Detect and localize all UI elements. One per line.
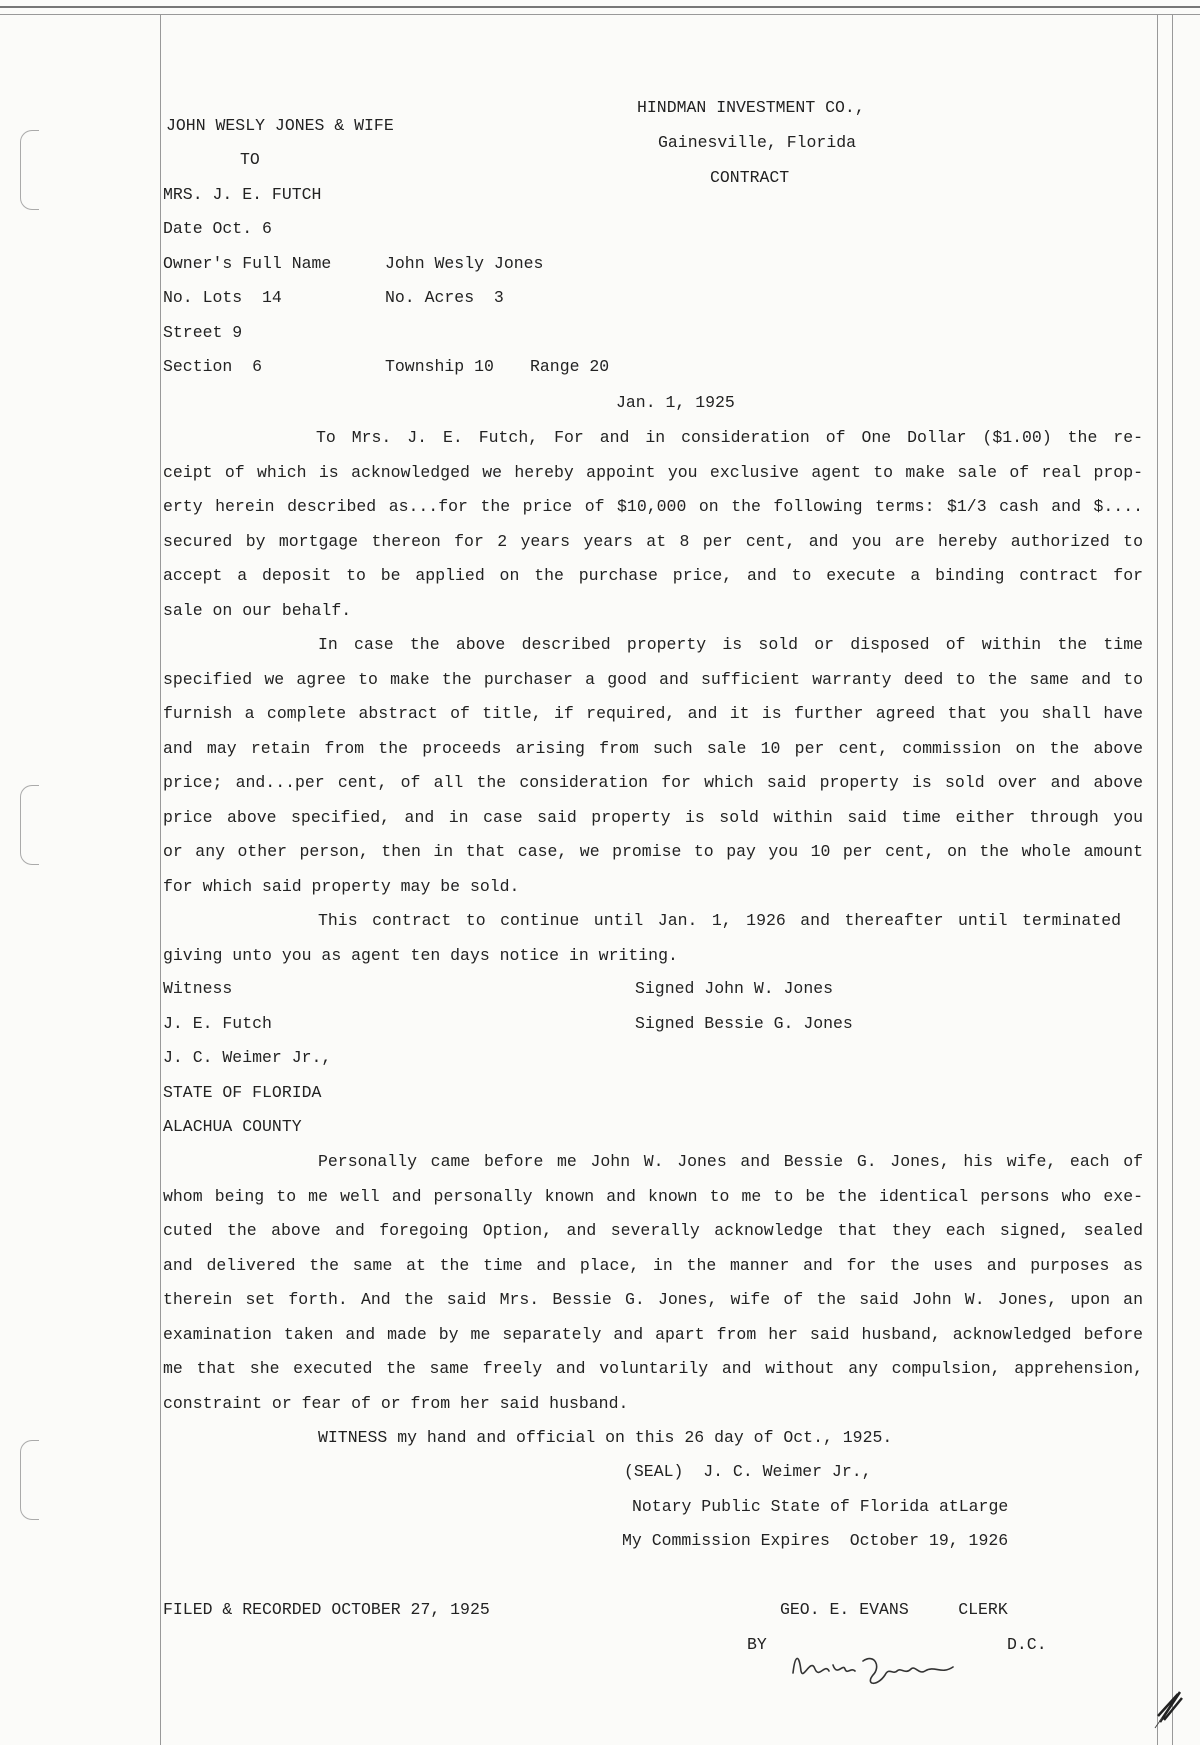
grantee: MRS. J. E. FUTCH	[163, 185, 322, 204]
acres-field: No. Acres 3	[385, 288, 504, 307]
right-edge-line	[1172, 14, 1173, 1745]
text-line: therein set forth. And the said Mrs. Bessie G. Jones, wife of the said John W. Jones, upon an	[163, 1290, 1143, 1309]
owner-value: John Wesly Jones	[385, 254, 544, 273]
company-city: Gainesville, Florida	[658, 133, 857, 152]
to-label: TO	[240, 150, 260, 169]
text-line: sale on our behalf.	[163, 600, 352, 620]
text-line: accept a deposit to be applied on the purchase price, and to execute a binding contract for	[163, 566, 1143, 585]
attestation: WITNESS my hand and official on this 26 day of Oct., 1925.	[318, 1428, 893, 1447]
by-label: BY	[747, 1635, 767, 1654]
text-line: specified we agree to make the purchaser a good and sufficient warranty deed to the same and to	[163, 669, 1143, 689]
text-line: price; and...per cent, of all the consideration for which said property is sold over and above	[163, 773, 1143, 792]
contract-paragraph-1	[163, 428, 1143, 635]
clerk-name: GEO. E. EVANS CLERK	[780, 1600, 1008, 1619]
top-border	[0, 6, 1200, 15]
filed-recorded: FILED & RECORDED OCTOBER 27, 1925	[163, 1600, 490, 1619]
signed-bessie: Signed Bessie G. Jones	[635, 1014, 853, 1033]
acknowledgment-paragraph	[163, 1152, 1143, 1428]
text-line: for which said property may be sold.	[163, 876, 520, 896]
section-field: Section 6	[163, 357, 263, 376]
text-line: cuted the above and foregoing Option, and severally acknowledge that they each signed, sealed	[163, 1221, 1143, 1240]
text-line: ceipt of which is acknowledged we hereby appoint you exclusive agent to make sale of real prop-	[163, 462, 1143, 482]
notary-title: Notary Public State of Florida atLarge	[632, 1497, 1009, 1516]
text-line: whom being to me well and personally known and known to me to be the identical persons who exe-	[163, 1186, 1143, 1206]
text-line: Personally came before me John W. Jones and Bessie G. Jones, his wife, each of	[318, 1152, 1143, 1171]
corner-ink-mark	[1150, 1680, 1190, 1730]
contract-date: Jan. 1, 1925	[616, 393, 735, 412]
text-line: me that she executed the same freely and voluntarily and without any compulsion, apprehension,	[163, 1359, 1143, 1378]
binder-hole	[20, 785, 39, 865]
text-line: This contract to continue until Jan. 1, 1926 and thereafter until terminated	[318, 911, 1121, 930]
text-line: price above specified, and in case said property is sold within said time either through you	[163, 807, 1143, 827]
dc-label: D.C.	[1007, 1635, 1047, 1654]
state-venue: STATE OF FLORIDA	[163, 1083, 322, 1102]
text-line: and delivered the same at the time and place, in the manner and for the uses and purposes as	[163, 1255, 1143, 1275]
text-line: constraint or fear of or from her said husband.	[163, 1393, 629, 1413]
text-line: To Mrs. J. E. Futch, For and in consideration of One Dollar ($1.00) the re-	[316, 428, 1143, 447]
township-field: Township 10	[385, 357, 494, 376]
text-line: or any other person, then in that case, we promise to pay you 10 per cent, on the whole amount	[163, 842, 1143, 861]
witness-1: J. E. Futch	[163, 1014, 272, 1033]
text-line: secured by mortgage thereon for 2 years years at 8 per cent, and you are hereby authorized to	[163, 531, 1143, 551]
notary-expiry: My Commission Expires October 19, 1926	[622, 1531, 1009, 1550]
document-type: CONTRACT	[710, 168, 790, 187]
binder-hole	[20, 1440, 39, 1520]
text-line: examination taken and made by me separately and apart from her said husband, acknowledged before	[163, 1324, 1143, 1344]
range-field: Range 20	[530, 357, 610, 376]
date-field: Date Oct. 6	[163, 219, 272, 238]
text-line: furnish a complete abstract of title, if required, and it is further agreed that you shall have	[163, 704, 1143, 723]
county-venue: ALACHUA COUNTY	[163, 1117, 302, 1136]
contract-paragraph-2	[163, 635, 1143, 911]
deputy-clerk-signature	[785, 1645, 975, 1690]
binder-hole	[20, 130, 39, 210]
notary-seal-line: (SEAL) J. C. Weimer Jr.,	[624, 1462, 872, 1481]
text-line: In case the above described property is sold or disposed of within the time	[318, 635, 1143, 654]
grantor: JOHN WESLY JONES & WIFE	[166, 116, 394, 135]
text-line: giving unto you as agent ten days notice in writing.	[163, 945, 678, 965]
left-margin-line	[160, 14, 161, 1745]
owner-label: Owner's Full Name	[163, 254, 332, 273]
text-line: and may retain from the proceeds arising from such sale 10 per cent, commission on the above	[163, 738, 1143, 758]
contract-paragraph-3	[163, 911, 1143, 980]
street-field: Street 9	[163, 323, 243, 342]
lots-field: No. Lots 14	[163, 288, 282, 307]
witness-2: J. C. Weimer Jr.,	[163, 1048, 332, 1067]
signed-john: Signed John W. Jones	[635, 979, 834, 998]
company-name: HINDMAN INVESTMENT CO.,	[637, 98, 865, 117]
text-line: erty herein described as...for the price of $10,000 on the following terms: $1/3 cash and $....	[163, 497, 1143, 516]
witness-label: Witness	[163, 979, 233, 998]
right-margin-line	[1157, 14, 1158, 1745]
